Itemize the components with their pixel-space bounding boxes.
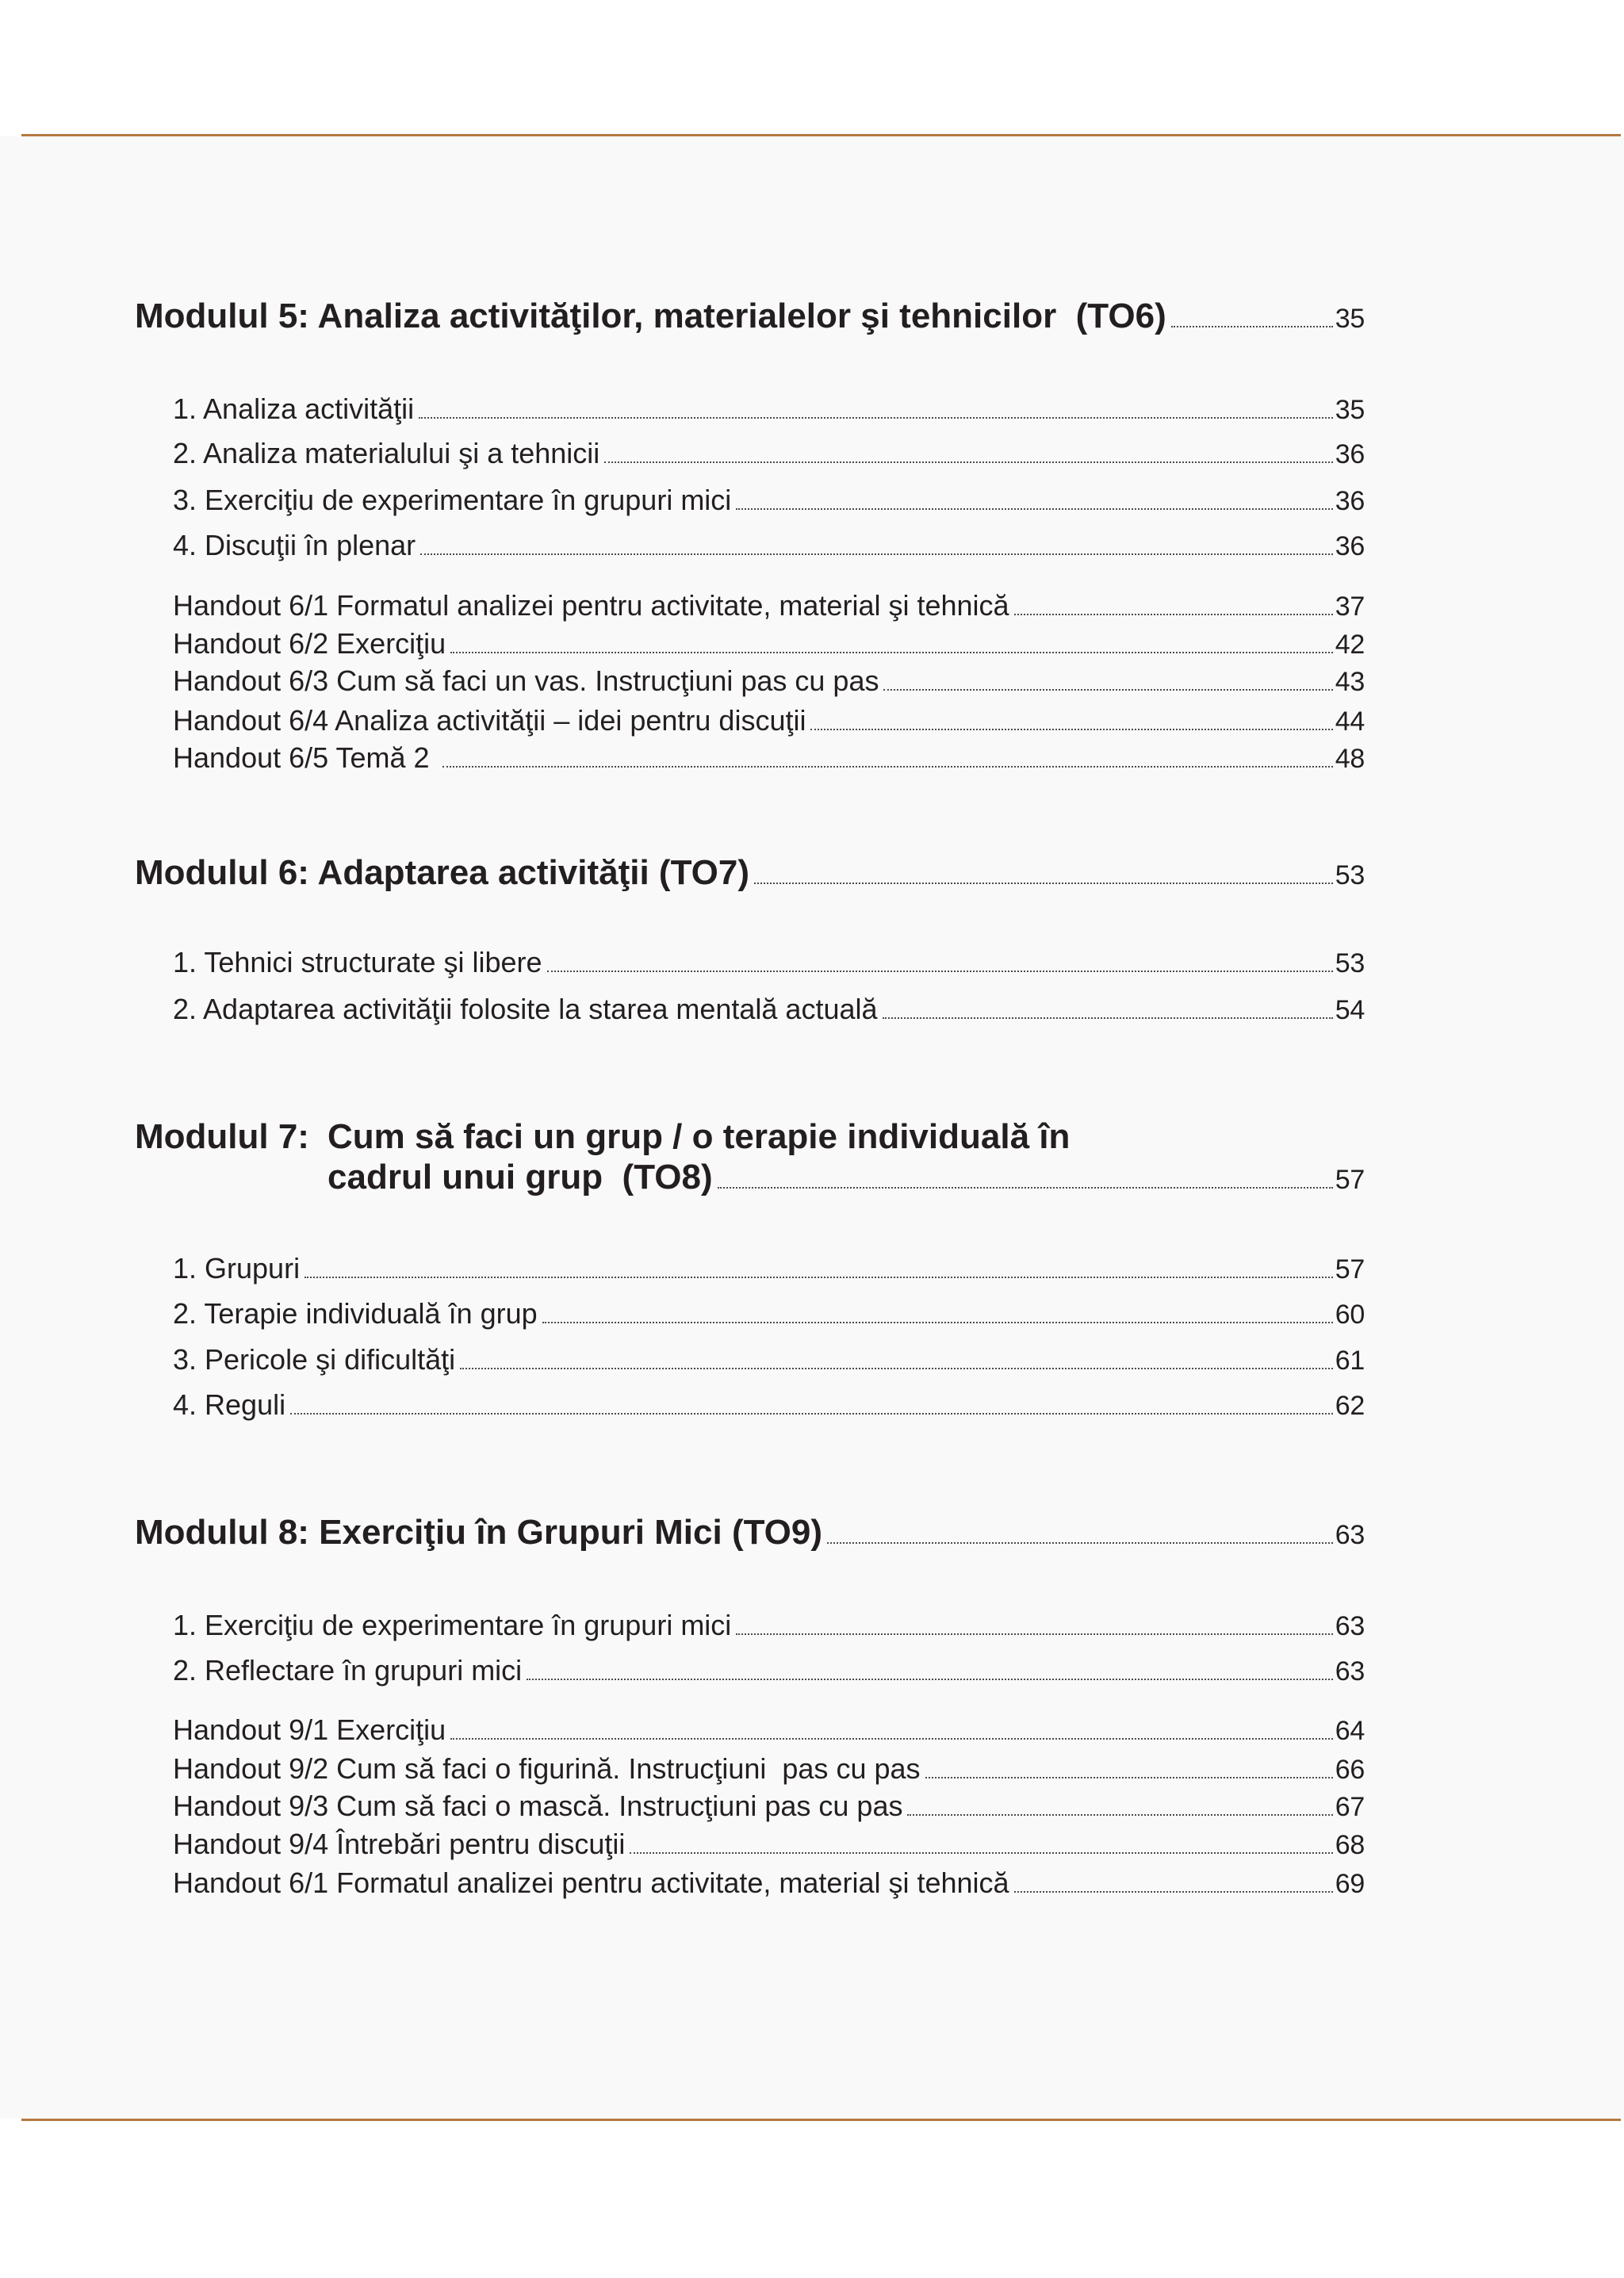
dot-leader xyxy=(883,689,1332,691)
dot-leader xyxy=(1171,326,1333,327)
toc-entry-page: 53 xyxy=(1335,948,1365,978)
toc-entry-page: 36 xyxy=(1335,439,1365,469)
toc-handout-page: 48 xyxy=(1335,744,1365,774)
dot-leader xyxy=(420,553,1333,555)
toc-handout xyxy=(173,626,1365,661)
toc-handout-page: 44 xyxy=(1335,706,1365,737)
dot-leader xyxy=(460,1368,1333,1369)
module-title: Modulul 6: Adaptarea activităţii (TO7) xyxy=(135,853,750,892)
toc-entry xyxy=(173,483,1365,518)
toc-entry-page: 36 xyxy=(1335,486,1365,516)
toc-handout xyxy=(173,1866,1365,1901)
toc-entry-page: 61 xyxy=(1335,1346,1365,1376)
toc-handout xyxy=(173,1789,1365,1824)
module-page: 35 xyxy=(1335,304,1365,334)
toc-entry xyxy=(173,992,1365,1027)
toc-entry-page: 63 xyxy=(1335,1656,1365,1686)
dot-leader xyxy=(925,1777,1333,1778)
toc-entry xyxy=(173,436,1365,471)
toc-entry-label: 3. Pericole şi dificultăţi xyxy=(173,1343,456,1376)
toc-handout xyxy=(173,1752,1365,1786)
module-8-heading xyxy=(135,1512,1365,1553)
toc-entry-page: 57 xyxy=(1335,1254,1365,1284)
toc-entry xyxy=(173,392,1365,427)
dot-leader xyxy=(1014,614,1333,615)
toc-entry-label: 4. Reguli xyxy=(173,1388,286,1421)
toc-entry-page: 63 xyxy=(1335,1611,1365,1641)
module-page: 53 xyxy=(1335,860,1365,890)
dot-leader xyxy=(827,1542,1333,1544)
toc-handout-page: 37 xyxy=(1335,592,1365,622)
dot-leader xyxy=(718,1187,1333,1189)
dot-leader xyxy=(304,1277,1333,1278)
dot-leader xyxy=(736,1633,1332,1635)
toc-handout xyxy=(173,703,1365,738)
toc-handout-page: 64 xyxy=(1335,1716,1365,1746)
dot-leader xyxy=(630,1852,1332,1854)
toc-handout xyxy=(173,1827,1365,1862)
toc-entry-label: 2. Terapie individuală în grup xyxy=(173,1297,538,1330)
dot-leader xyxy=(883,1017,1333,1019)
toc-entry-label: 2. Reflectare în grupuri mici xyxy=(173,1654,523,1686)
toc-entry-label: 1. Analiza activităţii xyxy=(173,392,415,425)
bottom-rule xyxy=(21,2119,1621,2121)
dot-leader xyxy=(542,1322,1333,1323)
dot-leader xyxy=(736,508,1332,510)
module-7-heading-line2 xyxy=(327,1157,1365,1198)
toc-entry-page: 36 xyxy=(1335,531,1365,561)
toc-handout-page: 67 xyxy=(1335,1792,1365,1822)
dot-leader xyxy=(754,882,1333,884)
toc-handout-label: Handout 9/1 Exerciţiu xyxy=(173,1713,446,1746)
toc-entry-label: 1. Exerciţiu de experimentare în grupuri mici xyxy=(173,1609,732,1641)
toc-handout-label: Handout 6/1 Formatul analizei pentru activitate, material şi tehnică xyxy=(173,589,1009,622)
toc-handout-page: 42 xyxy=(1335,630,1365,660)
toc-entry-page: 60 xyxy=(1335,1300,1365,1330)
module-5-heading xyxy=(135,296,1365,337)
toc-handout xyxy=(173,664,1365,699)
toc-handout-label: Handout 9/2 Cum să faci o figurină. Instrucţiuni pas cu pas xyxy=(173,1752,921,1785)
toc-entry xyxy=(173,1608,1365,1643)
toc-entry xyxy=(173,1251,1365,1286)
module-number-label: Modulul 7: xyxy=(135,1117,309,1156)
dot-leader xyxy=(419,417,1333,419)
toc-entry xyxy=(173,945,1365,980)
module-title: Modulul 5: Analiza activităţilor, materialelor şi tehnicilor (TO6) xyxy=(135,297,1166,335)
toc-entry xyxy=(173,528,1365,563)
dot-leader xyxy=(907,1814,1332,1816)
toc-handout xyxy=(173,1713,1365,1748)
toc-entry-label: 2. Adaptarea activităţii folosite la starea mentală actuală xyxy=(173,993,878,1025)
dot-leader xyxy=(290,1413,1333,1415)
toc-entry-label: 4. Discuţii în plenar xyxy=(173,529,416,561)
toc-handout-label: Handout 6/2 Exerciţiu xyxy=(173,627,446,660)
toc-handout-page: 66 xyxy=(1335,1755,1365,1785)
toc-handout-page: 69 xyxy=(1335,1869,1365,1899)
toc-entry xyxy=(173,1342,1365,1377)
toc-entry xyxy=(173,1653,1365,1688)
top-rule xyxy=(21,134,1621,136)
toc-handout xyxy=(173,741,1365,775)
toc-entry xyxy=(173,1388,1365,1422)
dot-leader xyxy=(1014,1891,1333,1893)
module-page: 57 xyxy=(1335,1165,1365,1195)
module-title-line1: Cum să faci un grup / o terapie individuală în xyxy=(327,1117,1071,1156)
dot-leader xyxy=(442,766,1333,768)
toc-entry-label: 2. Analiza materialului şi a tehnicii xyxy=(173,437,600,469)
dot-leader xyxy=(450,1738,1333,1740)
dot-leader xyxy=(527,1679,1333,1680)
toc-entry-page: 54 xyxy=(1335,995,1365,1025)
toc-handout-label: Handout 6/1 Formatul analizei pentru activitate, material şi tehnică xyxy=(173,1866,1009,1899)
toc-handout-page: 43 xyxy=(1335,667,1365,697)
toc-handout-label: Handout 6/3 Cum să faci un vas. Instrucţiuni pas cu pas xyxy=(173,664,879,697)
dot-leader xyxy=(810,729,1332,730)
toc-entry-page: 35 xyxy=(1335,395,1365,425)
toc-entry-label: 1. Tehnici structurate şi libere xyxy=(173,946,542,978)
toc-handout-label: Handout 6/5 Temă 2 xyxy=(173,741,438,774)
toc-handout xyxy=(173,588,1365,623)
dot-leader xyxy=(547,971,1333,972)
module-7-heading-line1 xyxy=(135,1116,1365,1158)
module-title-line2: cadrul unui grup (TO8) xyxy=(327,1158,713,1196)
toc-entry-label: 1. Grupuri xyxy=(173,1252,301,1284)
toc-handout-label: Handout 9/3 Cum să faci o mască. Instrucţiuni pas cu pas xyxy=(173,1790,903,1822)
dot-leader xyxy=(450,652,1333,653)
toc-entry xyxy=(173,1296,1365,1331)
module-page: 63 xyxy=(1335,1520,1365,1550)
module-6-heading xyxy=(135,852,1365,894)
toc-handout-label: Handout 6/4 Analiza activităţii – idei pentru discuţii xyxy=(173,704,806,737)
toc-entry-page: 62 xyxy=(1335,1391,1365,1421)
toc-handout-label: Handout 9/4 Întrebări pentru discuţii xyxy=(173,1828,626,1860)
toc-handout-page: 68 xyxy=(1335,1830,1365,1860)
toc-entry-label: 3. Exerciţiu de experimentare în grupuri mici xyxy=(173,484,732,516)
module-title: Modulul 8: Exerciţiu în Grupuri Mici (TO9) xyxy=(135,1513,823,1552)
dot-leader xyxy=(604,461,1333,463)
